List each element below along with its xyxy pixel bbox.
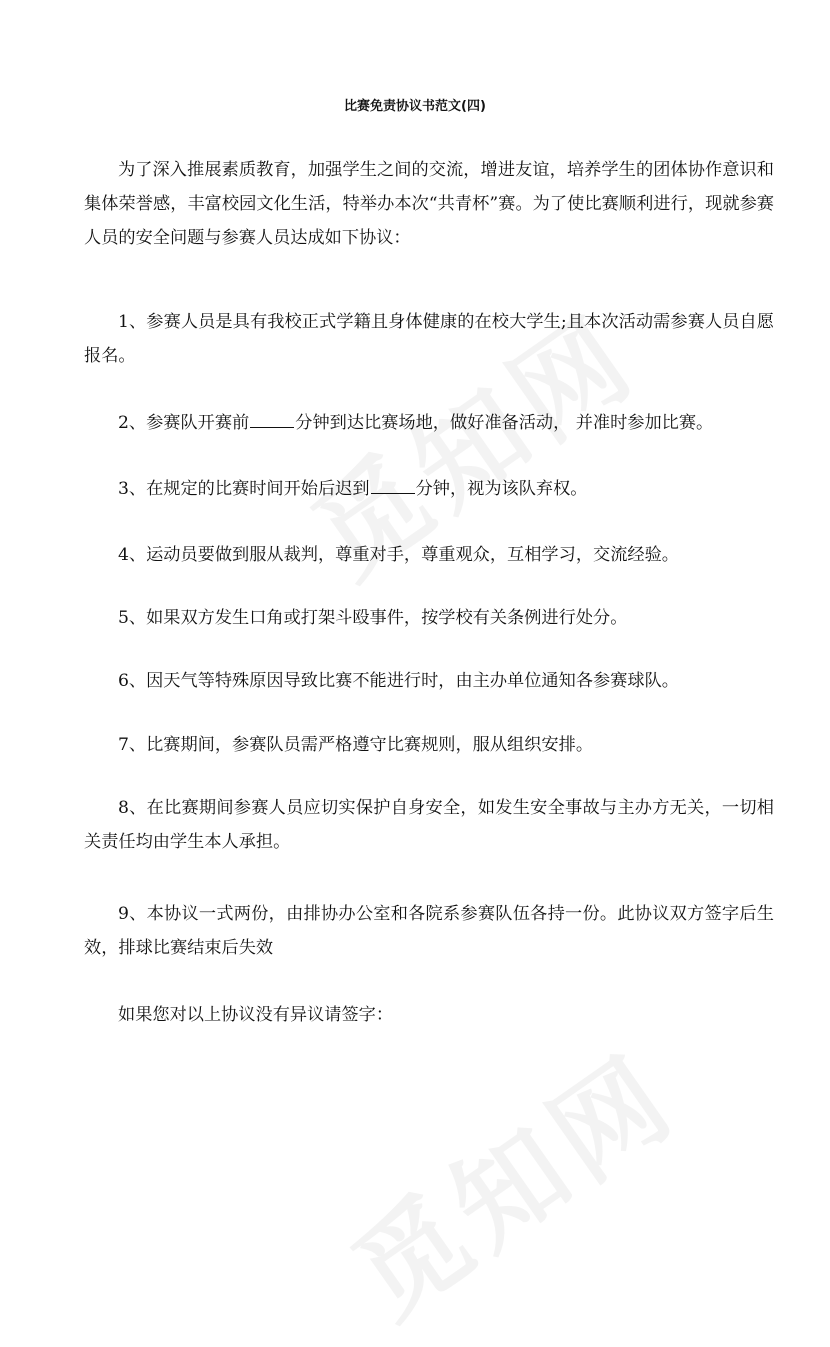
clause-2 [84,406,774,440]
blank-minutes-field [250,409,294,428]
clause-4: 4、运动员要做到服从裁判，尊重对手，尊重观众，互相学习，交流经验。 [118,545,679,565]
clause-7: 7、比赛期间，参赛队员需严格遵守比赛规则，服从组织安排。 [118,735,594,755]
clause-6: 6、因天气等特殊原因导致比赛不能进行时，由主办单位通知各参赛球队。 [118,671,679,691]
clause-2-text-before: 2、参赛队开赛前 [118,413,250,433]
clause-3-text-before: 3、在规定的比赛时间开始后迟到 [118,479,370,499]
clause-1: 1、参赛人员是具有我校正式学籍且身体健康的在校大学生;且本次活动需参赛人员自愿报名。 [84,312,774,366]
intro-paragraph: 为了深入推展素质教育，加强学生之间的交流，增进友谊，培养学生的团体协作意识和集体荣誉感，丰富校园文化生活，特举办本次“共青杯”赛。为了使比赛顺利进行，现就参赛人员的安全问题与参赛人员达成如下协议： [84,160,774,248]
clause-9: 9、本协议一式两份，由排协办公室和各院系参赛队伍各持一份。此协议双方签字后生效，排球比赛结束后失效 [84,904,774,958]
clause-3 [84,472,774,506]
watermark [317,1011,703,1347]
clause-8: 8、在比赛期间参赛人员应切实保护自身安全，如发生安全事故与主办方无关，一切相关责任均由学生本人承担。 [84,798,774,852]
clause-5: 5、如果双方发生口角或打架斗殴事件，按学校有关条例进行处分。 [118,608,628,628]
clause-3-text-after: 分钟，视为该队弃权。 [415,479,588,499]
signature-prompt: 如果您对以上协议没有异议请签字： [118,1005,394,1025]
clause-2-text-after: 分钟到达比赛场地，做好准备活动， 并准时参加比赛。 [295,413,714,433]
document-title: 比赛免责协议书范文(四) [344,99,486,114]
blank-minutes-field [371,475,415,494]
